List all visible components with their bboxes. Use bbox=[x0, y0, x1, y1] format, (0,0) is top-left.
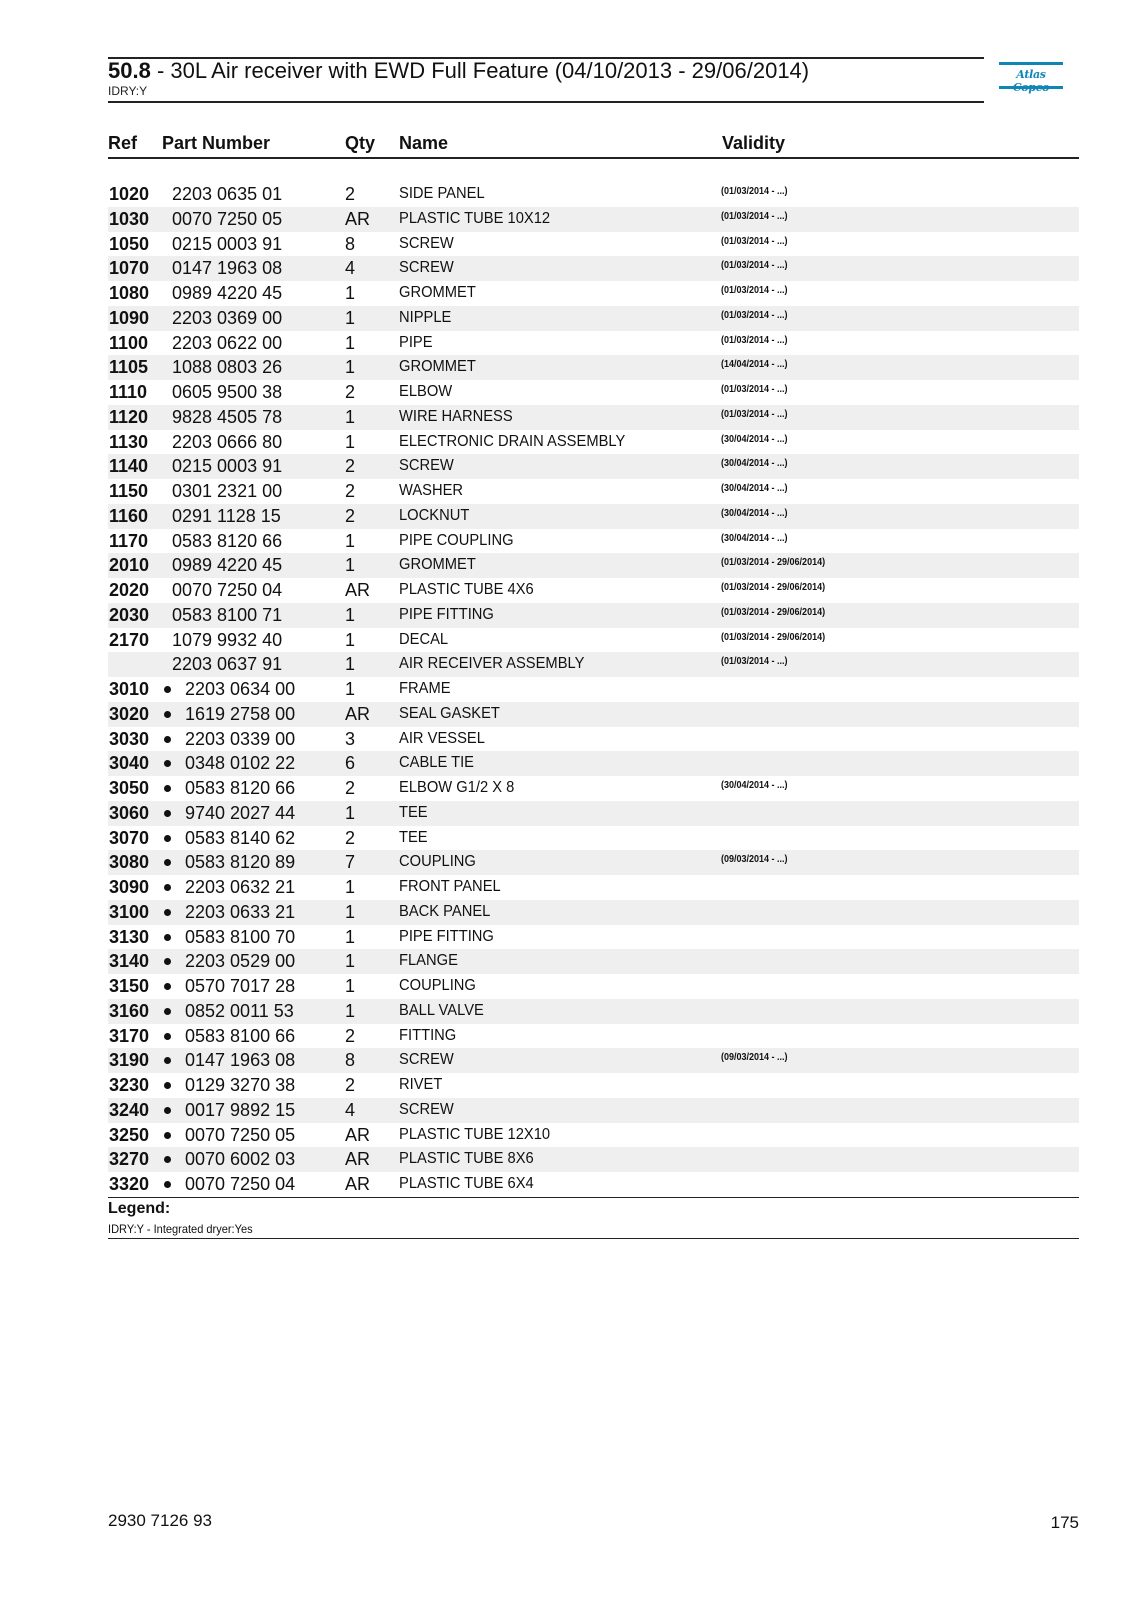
validity-cell: (01/03/2014 - ...) bbox=[721, 210, 788, 222]
part-number-cell: 9740 2027 44 bbox=[185, 802, 296, 823]
table-row bbox=[108, 256, 1079, 281]
bullet-icon bbox=[164, 909, 171, 916]
validity-cell: (30/04/2014 - ...) bbox=[721, 507, 788, 519]
bullet-icon bbox=[164, 785, 171, 792]
part-number-cell: 0989 4220 45 bbox=[172, 283, 283, 303]
qty-cell: 4 bbox=[345, 258, 356, 279]
legend-top-rule bbox=[108, 1197, 1079, 1198]
page-number: 175 bbox=[1050, 1513, 1079, 1532]
name-cell: FITTING bbox=[399, 1026, 457, 1044]
qty-cell: AR bbox=[345, 208, 371, 229]
name-cell: DECAL bbox=[399, 630, 449, 648]
ref-cell: 1130 bbox=[109, 431, 149, 452]
table-row bbox=[108, 1147, 1079, 1172]
table-row bbox=[108, 900, 1079, 925]
name-cell: NIPPLE bbox=[399, 308, 452, 326]
name-cell: BALL VALVE bbox=[399, 1001, 484, 1019]
part-number-cell: 9828 4505 78 bbox=[172, 406, 283, 427]
logo-bottom-band bbox=[999, 86, 1063, 89]
part-number-cell: 2203 0529 00 bbox=[185, 951, 296, 972]
table-row bbox=[108, 603, 1079, 628]
table-row bbox=[108, 182, 1079, 207]
part-number-cell: 2203 0622 00 bbox=[172, 332, 283, 353]
bullet-icon bbox=[164, 884, 171, 891]
ref-cell: 3060 bbox=[109, 802, 150, 823]
validity-cell: (30/04/2014 - ...) bbox=[721, 458, 788, 470]
bullet-icon bbox=[164, 1107, 171, 1114]
table-row bbox=[108, 949, 1079, 974]
part-number-cell: 0070 7250 04 bbox=[185, 1174, 296, 1194]
column-header-validity: Validity bbox=[722, 133, 786, 153]
ref-cell: 1030 bbox=[109, 208, 150, 229]
part-number-cell: 0852 0011 53 bbox=[185, 1000, 294, 1021]
part-number-cell: 0301 2321 00 bbox=[172, 481, 283, 501]
table-row bbox=[108, 974, 1079, 999]
qty-cell: 2 bbox=[345, 1075, 356, 1095]
ref-cell: 1160 bbox=[109, 505, 149, 526]
name-cell: SEAL GASKET bbox=[399, 704, 500, 722]
name-cell: FRAME bbox=[399, 680, 451, 697]
qty-cell: 8 bbox=[345, 1050, 356, 1071]
qty-cell: AR bbox=[345, 703, 371, 724]
name-cell: COUPLING bbox=[399, 853, 476, 871]
part-number-cell: 0989 4220 45 bbox=[172, 555, 283, 576]
ref-cell: 1170 bbox=[109, 530, 149, 551]
name-cell: PIPE bbox=[399, 333, 433, 351]
bullet-icon bbox=[164, 1008, 171, 1015]
logo-text: Atlas bbox=[1016, 68, 1046, 81]
qty-cell: AR bbox=[345, 1124, 371, 1145]
qty-cell: 1 bbox=[345, 431, 356, 452]
qty-cell: 6 bbox=[345, 753, 356, 774]
part-number-cell: 0070 7250 05 bbox=[185, 1124, 296, 1145]
bullet-icon bbox=[164, 1033, 171, 1040]
qty-cell: 1 bbox=[345, 802, 356, 823]
table-row bbox=[108, 405, 1079, 430]
name-cell: COUPLING bbox=[399, 977, 476, 994]
part-number-cell: 0215 0003 91 bbox=[172, 456, 283, 477]
qty-cell: 2 bbox=[345, 827, 356, 848]
table-row bbox=[108, 850, 1079, 875]
table-row bbox=[108, 529, 1079, 554]
parts-table bbox=[108, 182, 1079, 1197]
qty-cell: 1 bbox=[345, 1000, 356, 1021]
validity-cell: (09/03/2014 - ...) bbox=[721, 1052, 788, 1064]
bullet-icon bbox=[164, 835, 171, 842]
ref-cell: 3070 bbox=[109, 827, 150, 848]
name-cell: PLASTIC TUBE 6X4 bbox=[399, 1175, 534, 1192]
qty-cell: 1 bbox=[345, 555, 356, 576]
table-row bbox=[108, 1123, 1079, 1148]
ref-cell: 3010 bbox=[109, 679, 150, 699]
part-number-cell: 0291 1128 15 bbox=[172, 505, 281, 526]
ref-cell: 1050 bbox=[109, 233, 150, 254]
part-number-cell: 0570 7017 28 bbox=[185, 976, 296, 996]
name-cell: SCREW bbox=[399, 457, 454, 475]
validity-cell: (09/03/2014 - ...) bbox=[721, 854, 788, 866]
name-cell: PIPE COUPLING bbox=[399, 531, 514, 549]
column-header-name: Name bbox=[399, 133, 449, 153]
validity-cell: (01/03/2014 - ...) bbox=[721, 186, 788, 197]
validity-cell: (14/04/2014 - ...) bbox=[721, 359, 788, 371]
name-cell: AIR RECEIVER ASSEMBLY bbox=[399, 655, 585, 673]
qty-cell: 1 bbox=[345, 604, 356, 625]
ref-cell: 1070 bbox=[109, 258, 150, 279]
name-cell: GROMMET bbox=[399, 284, 476, 301]
qty-cell: 2 bbox=[345, 505, 356, 526]
validity-cell: (30/04/2014 - ...) bbox=[721, 780, 788, 791]
validity-cell: (30/04/2014 - ...) bbox=[721, 483, 788, 494]
column-header-ref: Ref bbox=[108, 133, 138, 153]
ref-cell: 3170 bbox=[109, 1025, 150, 1046]
name-cell: BACK PANEL bbox=[399, 902, 491, 920]
part-number-cell: 0070 7250 05 bbox=[172, 208, 283, 229]
name-cell: SCREW bbox=[399, 259, 454, 277]
table-row bbox=[108, 652, 1079, 677]
ref-cell: 1120 bbox=[109, 406, 149, 427]
name-cell: PLASTIC TUBE 8X6 bbox=[399, 1150, 534, 1168]
table-row bbox=[108, 801, 1079, 826]
name-cell: WIRE HARNESS bbox=[399, 407, 513, 425]
name-cell: RIVET bbox=[399, 1076, 443, 1093]
qty-cell: AR bbox=[345, 1174, 371, 1194]
table-row bbox=[108, 776, 1079, 801]
logo-top-band bbox=[999, 62, 1063, 65]
part-number-cell: 0147 1963 08 bbox=[185, 1050, 296, 1071]
name-cell: TEE bbox=[399, 828, 428, 846]
validity-cell: (01/03/2014 - 29/06/2014) bbox=[721, 606, 826, 618]
table-row bbox=[108, 504, 1079, 529]
qty-cell: 1 bbox=[345, 629, 356, 650]
ref-cell: 3040 bbox=[109, 753, 150, 774]
ref-cell: 1090 bbox=[109, 307, 150, 328]
ref-cell: 1080 bbox=[109, 283, 150, 303]
name-cell: CABLE TIE bbox=[399, 754, 474, 772]
bullet-icon bbox=[164, 736, 171, 743]
part-number-cell: 2203 0634 00 bbox=[185, 679, 296, 699]
qty-cell: 8 bbox=[345, 233, 356, 254]
part-number-cell: 0605 9500 38 bbox=[172, 382, 283, 402]
part-number-cell: 1079 9932 40 bbox=[172, 629, 283, 650]
ref-cell: 3270 bbox=[109, 1149, 150, 1170]
name-cell: PIPE FITTING bbox=[399, 605, 494, 623]
table-row bbox=[108, 1172, 1079, 1197]
validity-cell: (30/04/2014 - ...) bbox=[721, 433, 788, 445]
name-cell: LOCKNUT bbox=[399, 506, 470, 524]
table-row bbox=[108, 355, 1079, 380]
qty-cell: 1 bbox=[345, 307, 356, 328]
qty-cell: 1 bbox=[345, 976, 356, 996]
table-row bbox=[108, 702, 1079, 727]
part-number-cell: 0129 3270 38 bbox=[185, 1075, 296, 1095]
validity-cell: (01/03/2014 - ...) bbox=[721, 309, 788, 321]
name-cell: SCREW bbox=[399, 234, 454, 252]
validity-cell: (01/03/2014 - 29/06/2014) bbox=[721, 631, 826, 643]
qty-cell: 1 bbox=[345, 654, 356, 675]
ref-cell: 1100 bbox=[109, 332, 149, 353]
qty-cell: 1 bbox=[345, 332, 356, 353]
ref-cell: 3190 bbox=[109, 1050, 150, 1071]
title-text: - 30L Air receiver with EWD Full Feature (04/10/2013 - 29/06/2014) bbox=[150, 58, 810, 83]
ref-cell: 3050 bbox=[109, 778, 150, 798]
qty-cell: 2 bbox=[345, 481, 356, 501]
name-cell: SCREW bbox=[399, 1051, 454, 1069]
ref-cell: 1140 bbox=[109, 456, 149, 477]
part-number-cell: 0583 8140 62 bbox=[185, 827, 296, 848]
qty-cell: 2 bbox=[345, 456, 356, 477]
name-cell: SIDE PANEL bbox=[399, 185, 485, 202]
qty-cell: 2 bbox=[345, 184, 356, 204]
bullet-icon bbox=[164, 1181, 171, 1188]
ref-cell: 2170 bbox=[109, 629, 150, 650]
name-cell: PLASTIC TUBE 4X6 bbox=[399, 581, 534, 598]
part-number-cell: 0215 0003 91 bbox=[172, 233, 283, 254]
part-number-cell: 1088 0803 26 bbox=[172, 357, 283, 378]
table-row bbox=[108, 1098, 1079, 1123]
name-cell: ELBOW G1/2 X 8 bbox=[399, 779, 515, 796]
table-row bbox=[108, 553, 1079, 578]
validity-cell: (01/03/2014 - ...) bbox=[721, 656, 788, 668]
table-row bbox=[108, 207, 1079, 232]
part-number-cell: 1619 2758 00 bbox=[185, 703, 296, 724]
part-number-cell: 0070 7250 04 bbox=[172, 580, 283, 600]
part-number-cell: 0583 8100 66 bbox=[185, 1025, 296, 1046]
name-cell: GROMMET bbox=[399, 358, 476, 376]
name-cell: ELECTRONIC DRAIN ASSEMBLY bbox=[399, 432, 626, 450]
table-row bbox=[108, 751, 1079, 776]
ref-cell: 3130 bbox=[109, 926, 150, 947]
qty-cell: 7 bbox=[345, 852, 356, 873]
table-row bbox=[108, 677, 1079, 702]
name-cell: PLASTIC TUBE 12X10 bbox=[399, 1125, 551, 1143]
name-cell: GROMMET bbox=[399, 556, 476, 574]
legend-text: IDRY:Y - Integrated dryer:Yes bbox=[108, 1222, 253, 1236]
ref-cell: 1150 bbox=[109, 481, 149, 501]
name-cell: PLASTIC TUBE 10X12 bbox=[399, 209, 551, 227]
bullet-icon bbox=[164, 859, 171, 866]
part-number-cell: 0147 1963 08 bbox=[172, 258, 283, 279]
part-number-cell: 0070 6002 03 bbox=[185, 1149, 296, 1170]
legend-title: Legend: bbox=[108, 1200, 171, 1217]
part-number-cell: 0583 8100 70 bbox=[185, 926, 296, 947]
validity-cell: (30/04/2014 - ...) bbox=[721, 532, 788, 544]
part-number-cell: 2203 0637 91 bbox=[172, 654, 283, 675]
page-subtitle: IDRY:Y bbox=[108, 84, 148, 98]
table-row bbox=[108, 380, 1079, 405]
table-row bbox=[108, 306, 1079, 331]
validity-cell: (01/03/2014 - ...) bbox=[721, 235, 788, 247]
qty-cell: AR bbox=[345, 1149, 371, 1170]
qty-cell: 1 bbox=[345, 951, 356, 972]
document-number: 2930 7126 93 bbox=[108, 1511, 212, 1530]
name-cell: TEE bbox=[399, 803, 428, 821]
qty-cell: 1 bbox=[345, 877, 356, 897]
table-row bbox=[108, 479, 1079, 504]
table-row bbox=[108, 826, 1079, 851]
validity-cell: (01/03/2014 - ...) bbox=[721, 408, 788, 420]
qty-cell: 2 bbox=[345, 1025, 356, 1046]
header-bottom-rule bbox=[108, 101, 984, 103]
ref-cell: 3230 bbox=[109, 1075, 150, 1095]
part-number-cell: 0583 8120 89 bbox=[185, 852, 296, 873]
bullet-icon bbox=[164, 1132, 171, 1139]
bullet-icon bbox=[164, 934, 171, 941]
bullet-icon bbox=[164, 810, 171, 817]
ref-cell: 3030 bbox=[109, 728, 150, 749]
ref-cell: 2010 bbox=[109, 555, 150, 576]
qty-cell: 1 bbox=[345, 901, 356, 922]
ref-cell: 1105 bbox=[109, 357, 149, 378]
qty-cell: 4 bbox=[345, 1099, 356, 1120]
atlas-copco-logo bbox=[999, 62, 1063, 94]
ref-cell: 3150 bbox=[109, 976, 150, 996]
ref-cell: 3320 bbox=[109, 1174, 150, 1194]
table-row bbox=[108, 578, 1079, 603]
name-cell: FRONT PANEL bbox=[399, 878, 501, 895]
bullet-icon bbox=[164, 1156, 171, 1163]
name-cell: WASHER bbox=[399, 482, 464, 499]
table-row bbox=[108, 430, 1079, 455]
bullet-icon bbox=[164, 1082, 171, 1089]
table-row bbox=[108, 999, 1079, 1024]
table-row bbox=[108, 454, 1079, 479]
table-row bbox=[108, 727, 1079, 752]
qty-cell: 3 bbox=[345, 728, 356, 749]
part-number-cell: 2203 0635 01 bbox=[172, 184, 283, 204]
name-cell: SCREW bbox=[399, 1100, 454, 1118]
ref-cell: 2020 bbox=[109, 580, 150, 600]
table-row bbox=[108, 281, 1079, 306]
name-cell: AIR VESSEL bbox=[399, 729, 485, 747]
qty-cell: 1 bbox=[345, 283, 356, 303]
ref-cell: 3140 bbox=[109, 951, 150, 972]
validity-cell: (01/03/2014 - ...) bbox=[721, 285, 788, 296]
validity-cell: (01/03/2014 - ...) bbox=[721, 384, 788, 395]
ref-cell: 3240 bbox=[109, 1099, 150, 1120]
ref-cell: 3090 bbox=[109, 877, 150, 897]
column-header-part-number: Part Number bbox=[162, 133, 271, 153]
table-row bbox=[108, 1024, 1079, 1049]
table-row bbox=[108, 1073, 1079, 1098]
qty-cell: 1 bbox=[345, 679, 356, 699]
table-row bbox=[108, 1048, 1079, 1073]
name-cell: PIPE FITTING bbox=[399, 927, 494, 945]
legend-bottom-rule bbox=[108, 1238, 1079, 1239]
qty-cell: 2 bbox=[345, 778, 356, 798]
page-title bbox=[108, 58, 809, 84]
ref-cell: 3160 bbox=[109, 1000, 150, 1021]
section-number: 50.8 bbox=[108, 58, 151, 83]
table-row bbox=[108, 628, 1079, 653]
qty-cell: 1 bbox=[345, 926, 356, 947]
qty-cell: 2 bbox=[345, 382, 356, 402]
validity-cell: (01/03/2014 - ...) bbox=[721, 334, 788, 346]
qty-cell: 1 bbox=[345, 357, 356, 378]
bullet-icon bbox=[164, 958, 171, 965]
ref-cell: 3100 bbox=[109, 901, 150, 922]
part-number-cell: 2203 0633 21 bbox=[185, 901, 296, 922]
bullet-icon bbox=[164, 1057, 171, 1064]
ref-cell: 2030 bbox=[109, 604, 150, 625]
ref-cell: 1110 bbox=[109, 382, 148, 402]
table-row bbox=[108, 925, 1079, 950]
table-row bbox=[108, 232, 1079, 257]
table-row bbox=[108, 875, 1079, 900]
part-number-cell: 2203 0369 00 bbox=[172, 307, 283, 328]
part-number-cell: 0583 8120 66 bbox=[185, 778, 296, 798]
ref-cell: 1020 bbox=[109, 184, 150, 204]
part-number-cell: 2203 0632 21 bbox=[185, 877, 296, 897]
column-header-qty: Qty bbox=[345, 133, 376, 153]
table-row bbox=[108, 331, 1079, 356]
ref-cell: 3250 bbox=[109, 1124, 150, 1145]
validity-cell: (01/03/2014 - 29/06/2014) bbox=[721, 582, 826, 593]
column-header-rule bbox=[108, 157, 1079, 159]
qty-cell: AR bbox=[345, 580, 371, 600]
name-cell: FLANGE bbox=[399, 952, 458, 970]
part-number-cell: 2203 0666 80 bbox=[172, 431, 283, 452]
ref-cell: 3020 bbox=[109, 703, 150, 724]
validity-cell: (01/03/2014 - ...) bbox=[721, 260, 788, 272]
name-cell: ELBOW bbox=[399, 383, 453, 400]
bullet-icon bbox=[164, 760, 171, 767]
part-number-cell: 0583 8120 66 bbox=[172, 530, 283, 551]
qty-cell: 1 bbox=[345, 530, 356, 551]
bullet-icon bbox=[164, 686, 171, 693]
part-number-cell: 0348 0102 22 bbox=[185, 753, 296, 774]
qty-cell: 1 bbox=[345, 406, 356, 427]
ref-cell: 3080 bbox=[109, 852, 150, 873]
part-number-cell: 0017 9892 15 bbox=[185, 1099, 296, 1120]
bullet-icon bbox=[164, 983, 171, 990]
part-number-cell: 2203 0339 00 bbox=[185, 728, 296, 749]
bullet-icon bbox=[164, 711, 171, 718]
validity-cell: (01/03/2014 - 29/06/2014) bbox=[721, 557, 826, 569]
part-number-cell: 0583 8100 71 bbox=[172, 604, 283, 625]
